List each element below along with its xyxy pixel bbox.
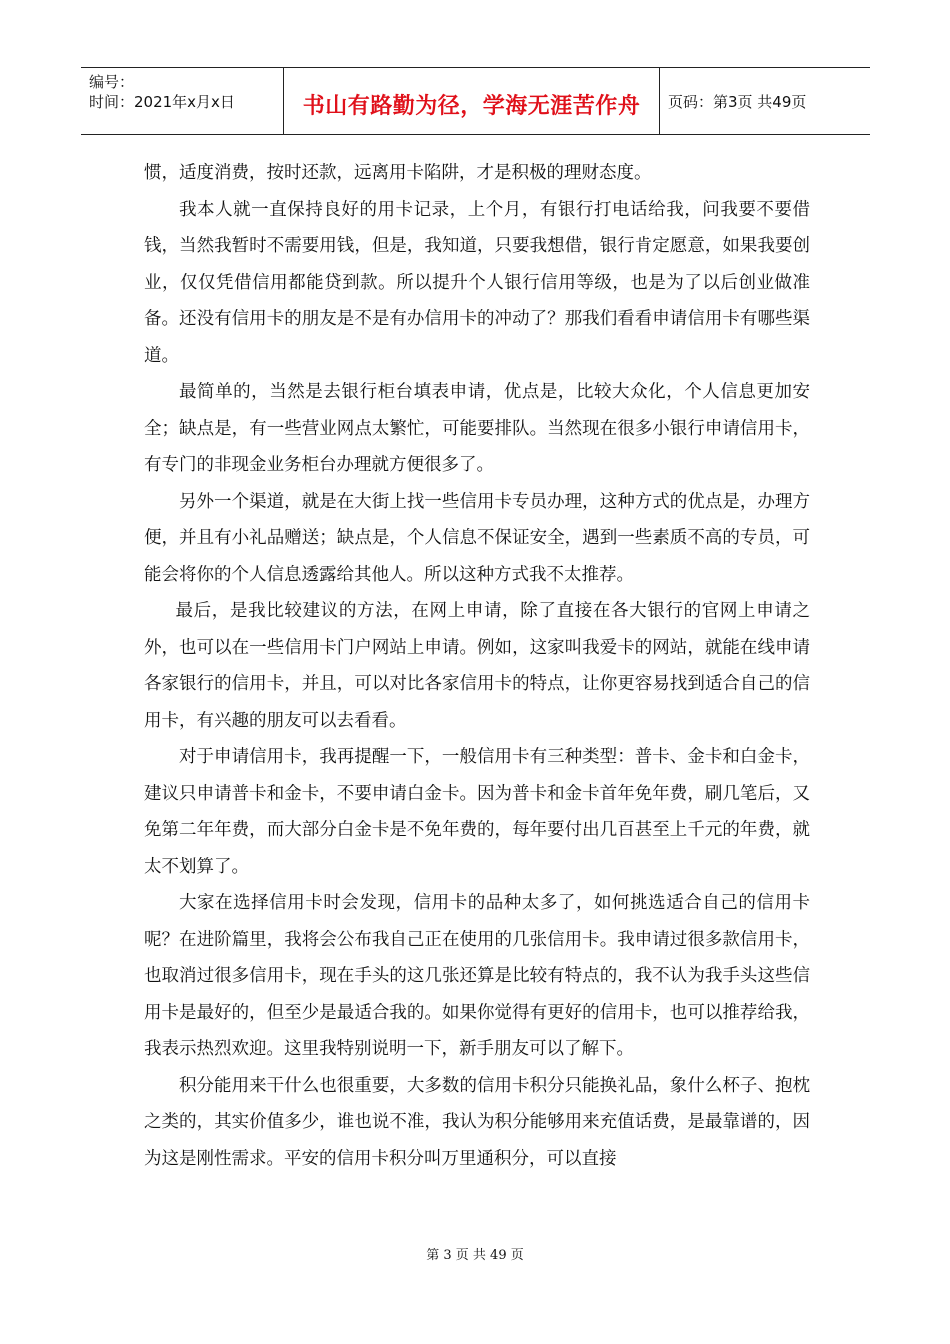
header-meta-cell [81, 68, 284, 134]
body-paragraph: 最简单的，当然是去银行柜台填表申请，优点是，比较大众化，个人信息更加安全；缺点是，有一些营业网点太繁忙，可能要排队。当然现在很多小银行申请信用卡，有专门的非现金业务柜台办理就方便很多了。 [144, 382, 810, 475]
motto-text: 书山有路勤为径，学海无涯苦作舟 [302, 93, 641, 119]
body-paragraph: 对于申请信用卡，我再提醒一下，一般信用卡有三种类型：普卡、金卡和白金卡，建议只申请普卡和金卡，不要申请白金卡。因为普卡和金卡首年免年费，刷几笔后，又免第二年年费，而大部分白金卡是不免年费的，每年要付出几百甚至上千元的年费，就太不划算了。 [144, 747, 810, 877]
number-label: 编号： [89, 73, 135, 91]
page-footer [0, 1244, 950, 1263]
header-motto-cell [284, 68, 660, 134]
footer-page-number: 第 3 页 共 49 页 [426, 1248, 524, 1263]
header-page-cell [660, 68, 870, 134]
body-paragraph: 我本人就一直保持良好的用卡记录，上个月，有银行打电话给我，问我要不要借钱，当然我暂时不需要用钱，但是，我知道，只要我想借，银行肯定愿意，如果我要创业，仅仅凭借信用都能贷到款。所以提升个人银行信用等级，也是为了以后创业做准备。还没有信用卡的朋友是不是有办信用卡的冲动了？那我们看看申请信用卡有哪些渠道。 [144, 199, 810, 366]
body-paragraph: 积分能用来干什么也很重要，大多数的信用卡积分只能换礼品，象什么杯子、抱枕之类的，其实价值多少，谁也说不准，我认为积分能够用来充值话费，是最靠谱的，因为这是刚性需求。平安的信用卡积分叫万里通积分，可以直接 [144, 1075, 810, 1169]
document-header [81, 67, 870, 135]
body-paragraph: 惯，适度消费，按时还款，远离用卡陷阱，才是积极的理财态度。 [144, 163, 652, 183]
body-paragraph: 最后，是我比较建议的方法，在网上申请，除了直接在各大银行的官网上申请之外，也可以在一些信用卡门户网站上申请。例如，这家叫我爱卡的网站，就能在线申请各家银行的信用卡，并且，可以对比各家信用卡的特点，让你更容易找到适合自己的信用卡，有兴趣的朋友可以去看看。 [144, 601, 810, 731]
document-body [144, 155, 810, 1177]
time-label: 时间：2021年x月x日 [89, 93, 235, 111]
body-paragraph: 大家在选择信用卡时会发现，信用卡的品种太多了，如何挑选适合自己的信用卡呢？在进阶篇里，我将会公布我自己正在使用的几张信用卡。我申请过很多款信用卡，也取消过很多信用卡，现在手头的这几张还算是比较有特点的，我不认为我手头这些信用卡是最好的，但至少是最适合我的。如果你觉得有更好的信用卡，也可以推荐给我，我表示热烈欢迎。这里我特别说明一下，新手朋友可以了解下。 [144, 893, 810, 1059]
body-paragraph: 另外一个渠道，就是在大街上找一些信用卡专员办理，这种方式的优点是，办理方便，并且有小礼品赠送；缺点是，个人信息不保证安全，遇到一些素质不高的专员，可能会将你的个人信息透露给其他人。所以这种方式我不太推荐。 [144, 491, 810, 585]
header-page-label: 页码：第3页 共49页 [668, 92, 807, 111]
